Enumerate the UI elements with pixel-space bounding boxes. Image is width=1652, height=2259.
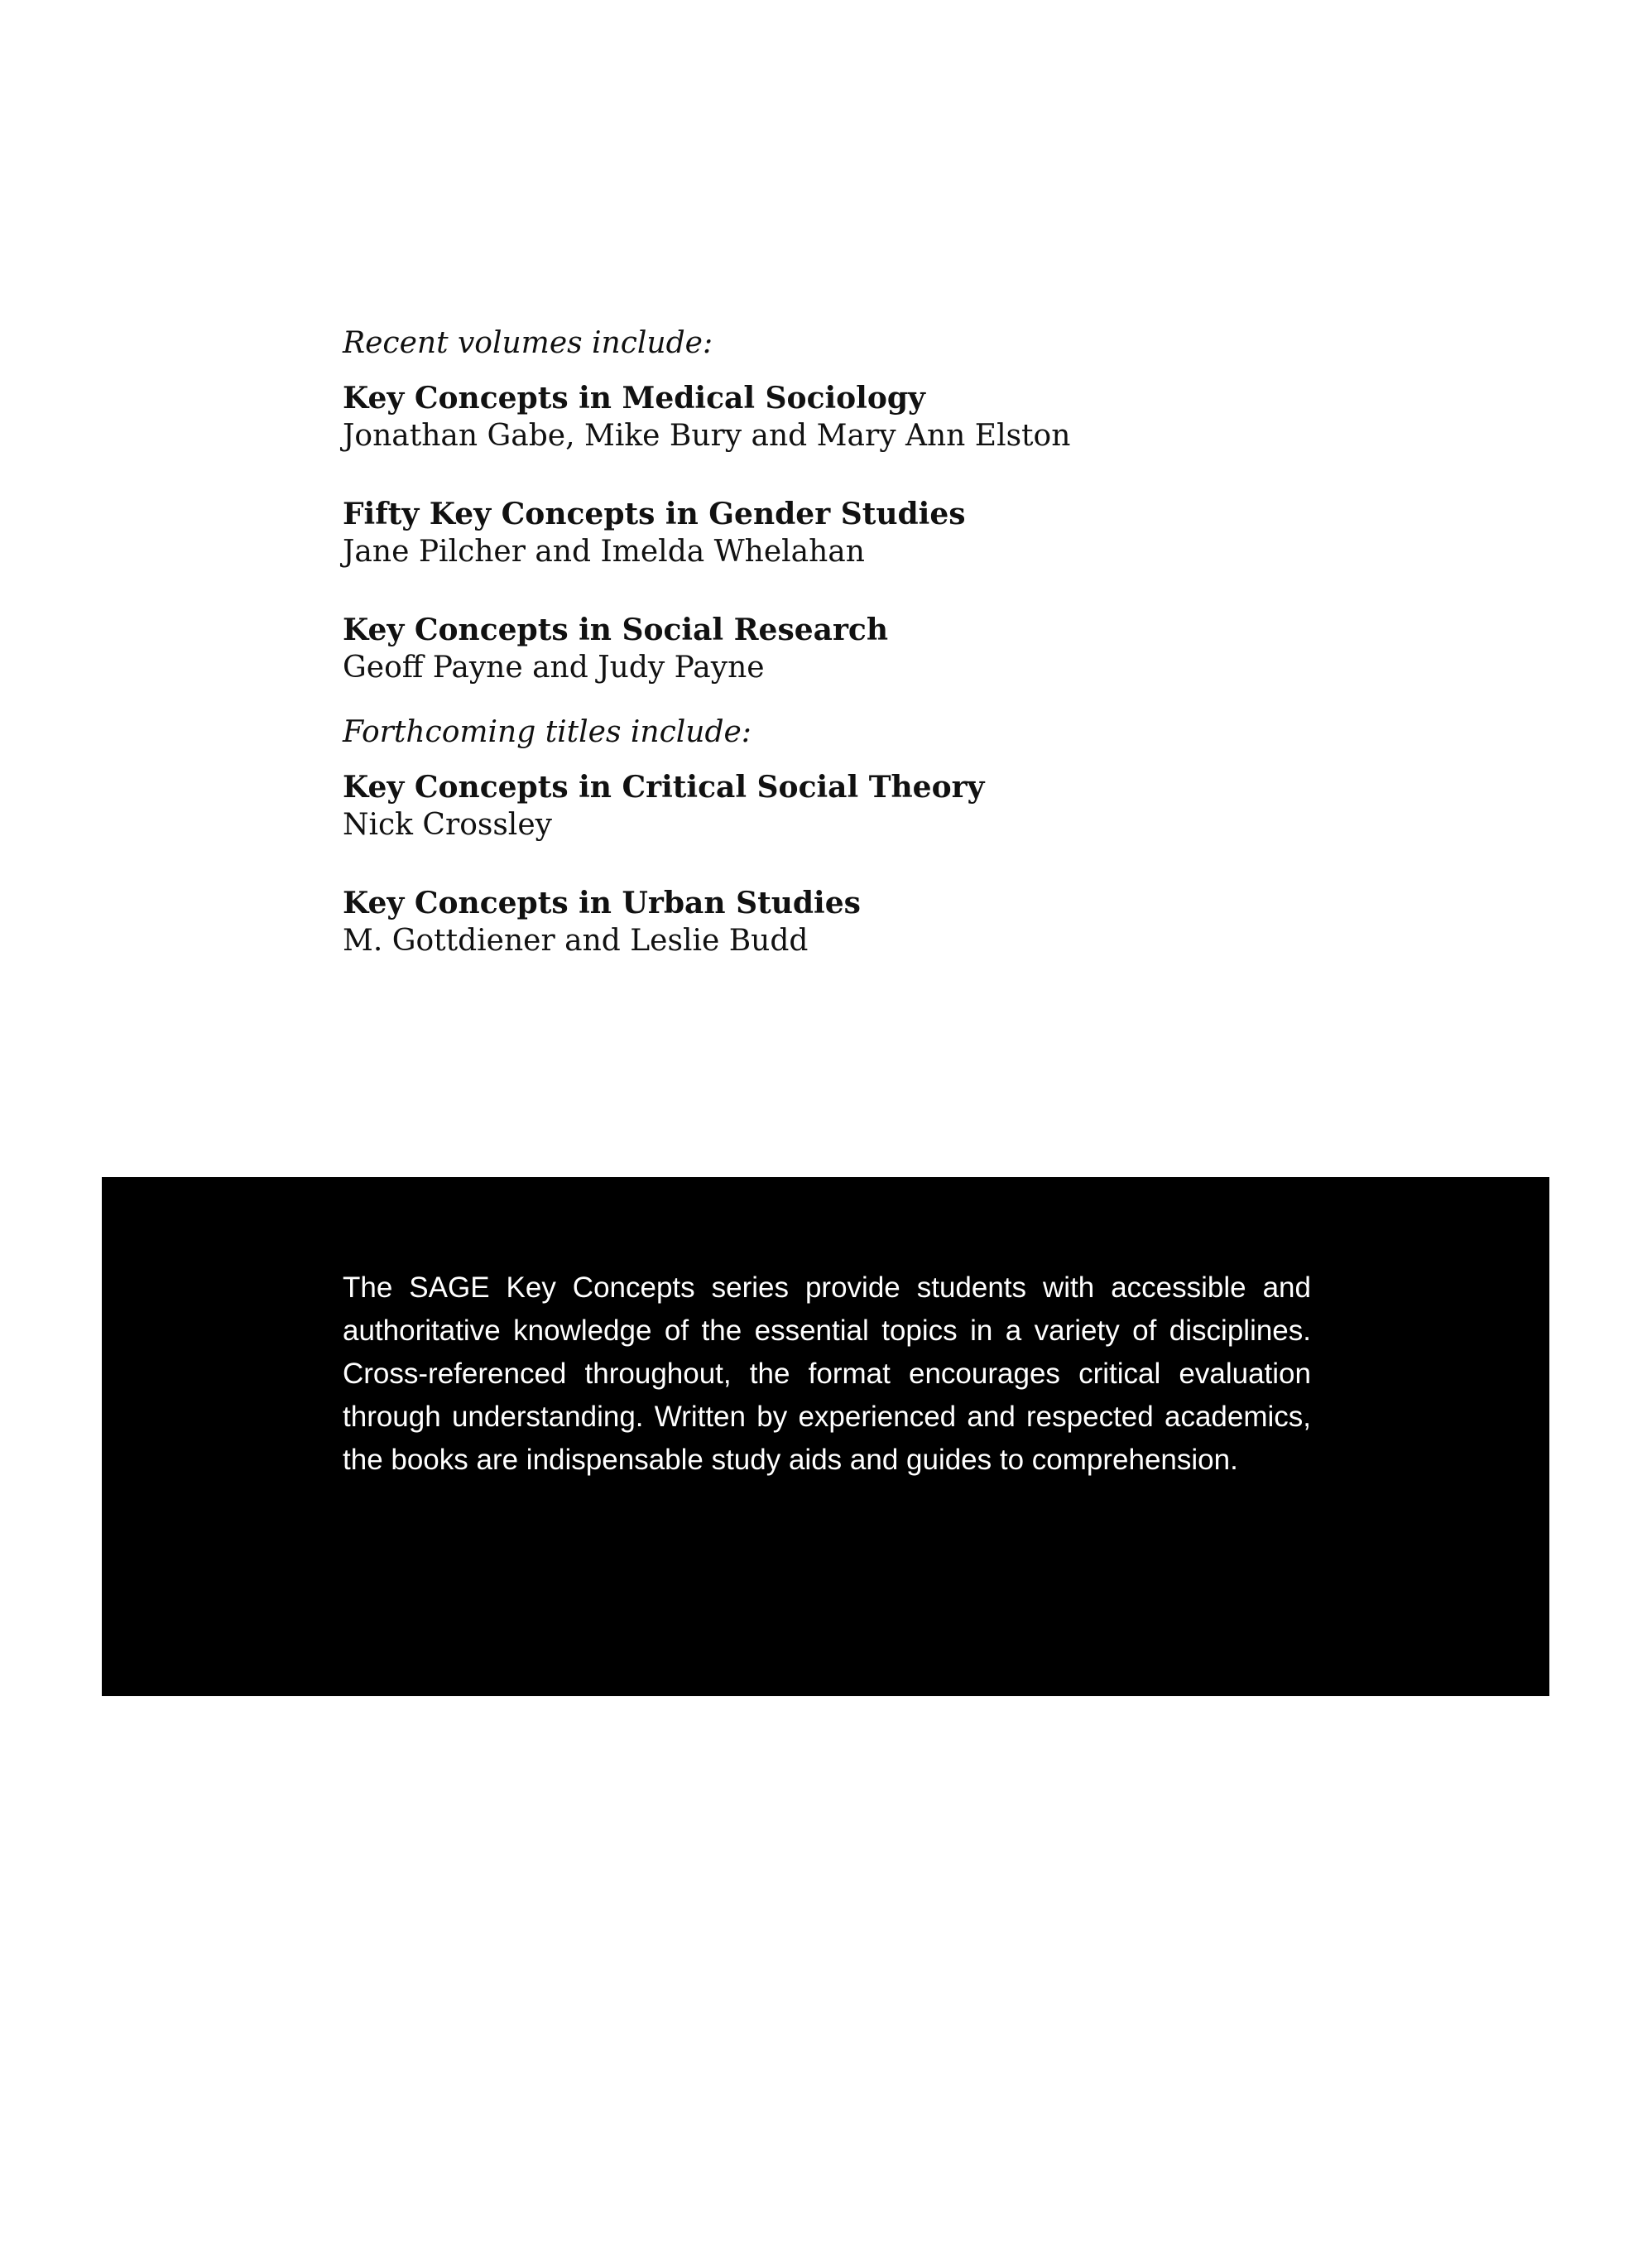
book-entry bbox=[343, 495, 1419, 571]
book-entry bbox=[343, 379, 1419, 455]
book-title: Key Concepts in Social Research bbox=[343, 613, 889, 647]
recent-volumes-heading: Recent volumes include: bbox=[343, 326, 713, 360]
forthcoming-titles-heading: Forthcoming titles include: bbox=[343, 715, 752, 749]
book-entry bbox=[343, 611, 1419, 687]
series-list bbox=[343, 324, 1419, 960]
book-authors: Jane Pilcher and Imelda Whelahan bbox=[343, 535, 865, 569]
book-title: Fifty Key Concepts in Gender Studies bbox=[343, 497, 966, 531]
series-description-panel bbox=[102, 1177, 1549, 1696]
book-title: Key Concepts in Critical Social Theory bbox=[343, 770, 985, 805]
book-entry bbox=[343, 884, 1419, 960]
book-authors: Jonathan Gabe, Mike Bury and Mary Ann Elston bbox=[343, 419, 1071, 453]
book-authors: Geoff Payne and Judy Payne bbox=[343, 651, 765, 685]
book-title: Key Concepts in Urban Studies bbox=[343, 886, 861, 920]
book-entry bbox=[343, 768, 1419, 844]
book-authors: M. Gottdiener and Leslie Budd bbox=[343, 924, 809, 958]
book-title: Key Concepts in Medical Sociology bbox=[343, 381, 925, 416]
series-description-text: The SAGE Key Concepts series provide students with accessible and authoritative knowledge of the essential topics in a variety of disciplines. Cross-referenced throughout, the format encourages critical evaluation through understanding. Written by experienced and respected academics, the books are indispensable study aids and guides to comprehension. bbox=[343, 1271, 1311, 1476]
book-authors: Nick Crossley bbox=[343, 808, 552, 842]
